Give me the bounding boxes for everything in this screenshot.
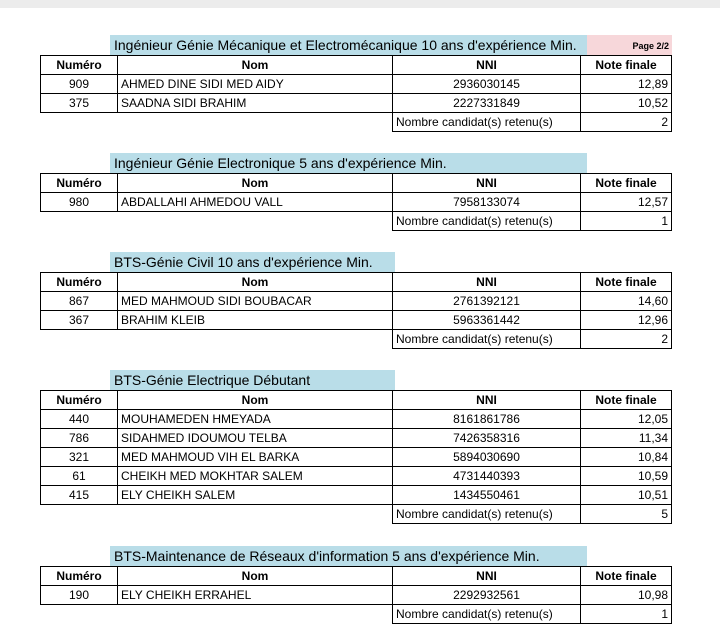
table-row [41, 486, 672, 505]
cell-note: 10,52 [581, 94, 672, 113]
header-nom: Nom [118, 391, 393, 410]
results-table [40, 272, 672, 349]
results-table [40, 566, 672, 624]
results-table [40, 390, 672, 524]
cell-nom: ABDALLAHI AHMEDOU VALL [118, 193, 393, 212]
table-row [41, 586, 672, 605]
section-maintenance-reseaux [40, 546, 672, 624]
section-title: BTS-Génie Civil 10 ans d'expérience Min. [110, 252, 395, 272]
cell-nni: 4731440393 [393, 467, 581, 486]
cell-nni: 2936030145 [393, 75, 581, 94]
section-genie-civil [40, 252, 672, 349]
count-row [41, 605, 672, 624]
section-meca [40, 35, 672, 132]
header-note: Note finale [581, 56, 672, 75]
header-row [41, 174, 672, 193]
header-row [41, 56, 672, 75]
count-row [41, 505, 672, 524]
cell-numero: 909 [41, 75, 118, 94]
cell-numero: 440 [41, 410, 118, 429]
cell-numero: 786 [41, 429, 118, 448]
cell-nni: 5894030690 [393, 448, 581, 467]
header-nni: NNI [393, 391, 581, 410]
cell-nom: BRAHIM KLEIB [118, 311, 393, 330]
cell-nni: 7958133074 [393, 193, 581, 212]
table-row [41, 410, 672, 429]
cell-note: 10,84 [581, 448, 672, 467]
cell-nom: MED MAHMOUD VIH EL BARKA [118, 448, 393, 467]
count-value: 5 [581, 505, 672, 524]
section-title: Ingénieur Génie Mécanique et Electromécanique 10 ans d'expérience Min. [110, 35, 587, 55]
cell-nom: SIDAHMED IDOUMOU TELBA [118, 429, 393, 448]
cell-nni: 5963361442 [393, 311, 581, 330]
header-numero: Numéro [41, 567, 118, 586]
cell-numero: 321 [41, 448, 118, 467]
cell-nni: 7426358316 [393, 429, 581, 448]
header-note: Note finale [581, 273, 672, 292]
cell-numero: 980 [41, 193, 118, 212]
section-title: BTS-Génie Electrique Débutant [110, 370, 395, 390]
cell-note: 10,59 [581, 467, 672, 486]
count-row [41, 113, 672, 132]
cell-nom: MED MAHMOUD SIDI BOUBACAR [118, 292, 393, 311]
cell-numero: 190 [41, 586, 118, 605]
cell-nni: 2227331849 [393, 94, 581, 113]
cell-nni: 2292932561 [393, 586, 581, 605]
header-numero: Numéro [41, 273, 118, 292]
cell-note: 10,51 [581, 486, 672, 505]
table-row [41, 311, 672, 330]
table-row [41, 94, 672, 113]
count-label: Nombre candidat(s) retenu(s) [393, 505, 581, 524]
table-row [41, 448, 672, 467]
section-electronique [40, 153, 672, 231]
cell-note: 12,96 [581, 311, 672, 330]
count-label: Nombre candidat(s) retenu(s) [393, 212, 581, 231]
count-row [41, 212, 672, 231]
header-nni: NNI [393, 273, 581, 292]
count-label: Nombre candidat(s) retenu(s) [393, 113, 581, 132]
table-row [41, 467, 672, 486]
count-value: 2 [581, 330, 672, 349]
top-bar [0, 0, 720, 8]
section-genie-electrique [40, 370, 672, 524]
cell-nni: 1434550461 [393, 486, 581, 505]
count-row [41, 330, 672, 349]
cell-note: 11,34 [581, 429, 672, 448]
count-value: 1 [581, 605, 672, 624]
cell-nom: CHEIKH MED MOKHTAR SALEM [118, 467, 393, 486]
header-nom: Nom [118, 567, 393, 586]
cell-nom: AHMED DINE SIDI MED AIDY [118, 75, 393, 94]
table-row [41, 292, 672, 311]
count-label: Nombre candidat(s) retenu(s) [393, 330, 581, 349]
header-note: Note finale [581, 567, 672, 586]
header-row [41, 273, 672, 292]
cell-numero: 867 [41, 292, 118, 311]
header-numero: Numéro [41, 391, 118, 410]
cell-numero: 375 [41, 94, 118, 113]
cell-nni: 8161861786 [393, 410, 581, 429]
header-numero: Numéro [41, 174, 118, 193]
cell-numero: 61 [41, 467, 118, 486]
header-row [41, 567, 672, 586]
count-label: Nombre candidat(s) retenu(s) [393, 605, 581, 624]
cell-nom: SAADNA SIDI BRAHIM [118, 94, 393, 113]
header-nom: Nom [118, 273, 393, 292]
table-row [41, 193, 672, 212]
header-nni: NNI [393, 567, 581, 586]
table-row [41, 429, 672, 448]
cell-note: 12,57 [581, 193, 672, 212]
table-row [41, 75, 672, 94]
header-numero: Numéro [41, 56, 118, 75]
count-value: 1 [581, 212, 672, 231]
cell-nni: 2761392121 [393, 292, 581, 311]
cell-numero: 367 [41, 311, 118, 330]
section-title: Ingénieur Génie Electronique 5 ans d'expérience Min. [110, 153, 587, 173]
section-title: BTS-Maintenance de Réseaux d'information 5 ans d'expérience Min. [110, 546, 587, 566]
cell-note: 12,05 [581, 410, 672, 429]
count-value: 2 [581, 113, 672, 132]
cell-nom: ELY CHEIKH SALEM [118, 486, 393, 505]
cell-note: 10,98 [581, 586, 672, 605]
header-nom: Nom [118, 174, 393, 193]
results-table [40, 55, 672, 132]
cell-nom: ELY CHEIKH ERRAHEL [118, 586, 393, 605]
header-row [41, 391, 672, 410]
header-nni: NNI [393, 174, 581, 193]
results-table [40, 173, 672, 231]
header-nom: Nom [118, 56, 393, 75]
cell-note: 12,89 [581, 75, 672, 94]
cell-numero: 415 [41, 486, 118, 505]
cell-note: 14,60 [581, 292, 672, 311]
page-label: Page 2/2 [587, 35, 672, 55]
header-note: Note finale [581, 391, 672, 410]
cell-nom: MOUHAMEDEN HMEYADA [118, 410, 393, 429]
header-nni: NNI [393, 56, 581, 75]
header-note: Note finale [581, 174, 672, 193]
